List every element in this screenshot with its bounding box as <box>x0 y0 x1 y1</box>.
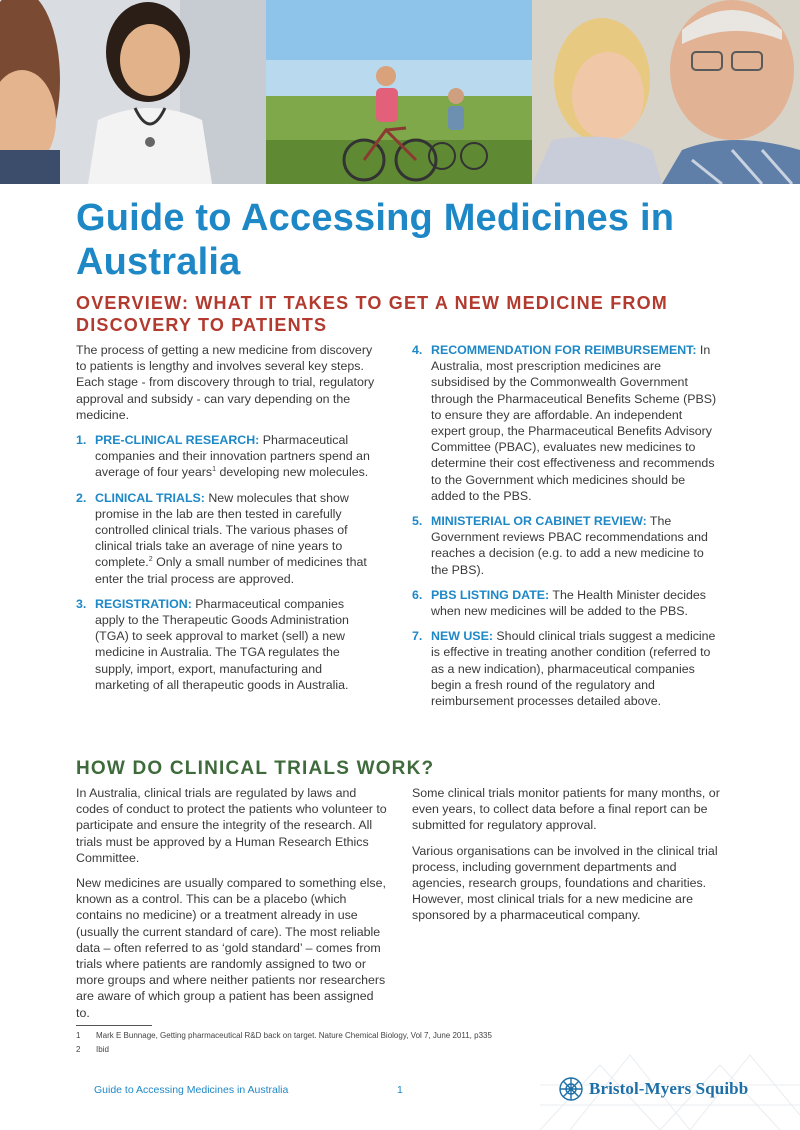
trials-left-column <box>76 785 388 1030</box>
overview-intro: The process of getting a new medicine from discovery to patients is lengthy and involves several key steps. Each stage - from discovery through to trial, regulatory approval and subsidy - can vary depending on the medicine. <box>76 343 375 422</box>
step-text: In Australia, most prescription medicines are subsidised by the Commonwealth Government through the Pharmaceutical Benefits Scheme (PBS) to ensure they are affordable. An independent expert group, the Pharmaceutical Benefits Advisory Committee (PBAC), evaluates new medicines to determine their cost effectiveness and recommends to the Government which medicines should be added to the PBS. <box>431 343 717 503</box>
footnote-number: 1 <box>76 1031 81 1040</box>
trials-paragraph: New medicines are usually compared to something else, known as a control. This can be a placebo (which contains no medicine) or a treatment already in use (usually the current standard of care). The most reliable data – often referred to as ‘gold standard’ – comes from trials where patients are randomly assigned to two or more groups and where neither patients nor researchers are aware of which group a patient has been assigned to. <box>76 876 386 1020</box>
step-text: New molecules that show promise in the lab are then tested in carefully controlled clinical trials. The various phases of clinical trials take an average of nine years to complete. <box>95 490 349 570</box>
step-item <box>76 596 376 693</box>
overview-left-column <box>76 342 376 702</box>
step-text: Only a small number of medicines that enter the trial process are approved. <box>95 555 367 586</box>
step-number: 7. <box>412 629 423 644</box>
step-item <box>412 587 720 619</box>
step-number: 4. <box>412 343 423 357</box>
step-text: The Government reviews PBAC recommendations and reaches a decision (e.g. to add a new medicine to the PBS). <box>431 514 708 577</box>
page-number: 1 <box>397 1084 403 1096</box>
footnote-text: Mark E Bunnage, Getting pharmaceutical R&D back on target. Nature Chemical Biology, Vol 7, June 2011, p335 <box>96 1031 492 1040</box>
step-number: 3. <box>76 596 87 611</box>
overview-heading: OVERVIEW: WHAT IT TAKES TO GET A NEW MEDICINE FROM DISCOVERY TO PATIENTS <box>76 293 669 335</box>
step-item <box>76 432 376 481</box>
trials-paragraph: Some clinical trials monitor patients for many months, or even years, to collect data before a final report can be submitted for regulatory approval. <box>412 786 720 833</box>
step-number: 2. <box>76 490 87 505</box>
bms-logo <box>558 1076 748 1102</box>
footnote-ref: 2 <box>148 556 153 564</box>
step-item <box>76 490 376 587</box>
step-number: 6. <box>412 587 423 602</box>
footnote <box>76 1043 492 1057</box>
step-text: Should clinical trials suggest a medicine is effective in treating another condition (referred to as a new indication), pharmaceutical companies begin a fresh round of the regulatory and reimbursement processes detailed above. <box>431 629 716 709</box>
logo-text: Bristol-Myers Squibb <box>589 1079 749 1098</box>
trials-paragraph: In Australia, clinical trials are regulated by laws and codes of conduct to protect the patients who volunteer to participate and ensure the integrity of the research. All trials must be approved by a Human Research Ethics Committee. <box>76 786 387 865</box>
step-number: 5. <box>412 514 423 529</box>
steps-list-left <box>76 432 376 693</box>
clinical-trials-heading: HOW DO CLINICAL TRIALS WORK? <box>76 758 435 779</box>
step-label: NEW USE: <box>431 629 493 644</box>
footnote <box>76 1029 492 1043</box>
bms-star-icon <box>558 1076 584 1102</box>
step-label: PRE-CLINICAL RESEARCH: <box>95 433 260 448</box>
step-label: REGISTRATION: <box>95 596 192 611</box>
footnote-text: Ibid <box>96 1045 109 1054</box>
grandparent-child-photo <box>532 0 800 184</box>
footnote-divider <box>76 1025 152 1026</box>
steps-list-right <box>412 342 720 709</box>
footer-title: Guide to Accessing Medicines in Australia <box>94 1084 289 1096</box>
step-label: RECOMMENDATION FOR REIMBURSEMENT: <box>431 343 697 357</box>
step-label: CLINICAL TRIALS: <box>95 490 205 505</box>
cyclists-photo <box>266 0 532 184</box>
step-label: PBS LISTING DATE: <box>431 587 550 602</box>
step-label: MINISTERIAL OR CABINET REVIEW: <box>431 514 647 529</box>
overview-right-column <box>412 342 720 718</box>
step-text: Pharmaceutical companies apply to the Therapeutic Goods Administration (TGA) to seek approval to market (sell) a new medicine in Australia. The TGA regulates the supply, import, export, manufacturing and marketing of all therapeutic goods in Australia. <box>95 596 349 692</box>
step-item <box>412 513 720 578</box>
step-number: 1. <box>76 433 87 448</box>
step-item <box>412 628 720 709</box>
footnote-ref: 1 <box>212 466 216 474</box>
page-title: Guide to Accessing Medicines in Australia <box>76 197 675 283</box>
step-text: developing new molecules. <box>216 465 369 480</box>
footnote-number: 2 <box>76 1045 81 1054</box>
trials-right-column <box>412 785 724 933</box>
header-photo-strip <box>0 0 800 184</box>
step-text: The Health Minister decides when new medicines will be added to the PBS. <box>431 587 706 619</box>
footnotes <box>76 1029 492 1057</box>
trials-paragraph: Various organisations can be involved in the clinical trial process, including government departments and agencies, research groups, foundations and charities. However, most clinical trials for a new medicine are sponsored by a pharmaceutical company. <box>412 843 718 923</box>
step-text: Pharmaceutical companies and their innovation partners spend an average of four years <box>95 433 370 480</box>
step-item <box>412 342 720 504</box>
doctor-photo <box>0 0 266 184</box>
